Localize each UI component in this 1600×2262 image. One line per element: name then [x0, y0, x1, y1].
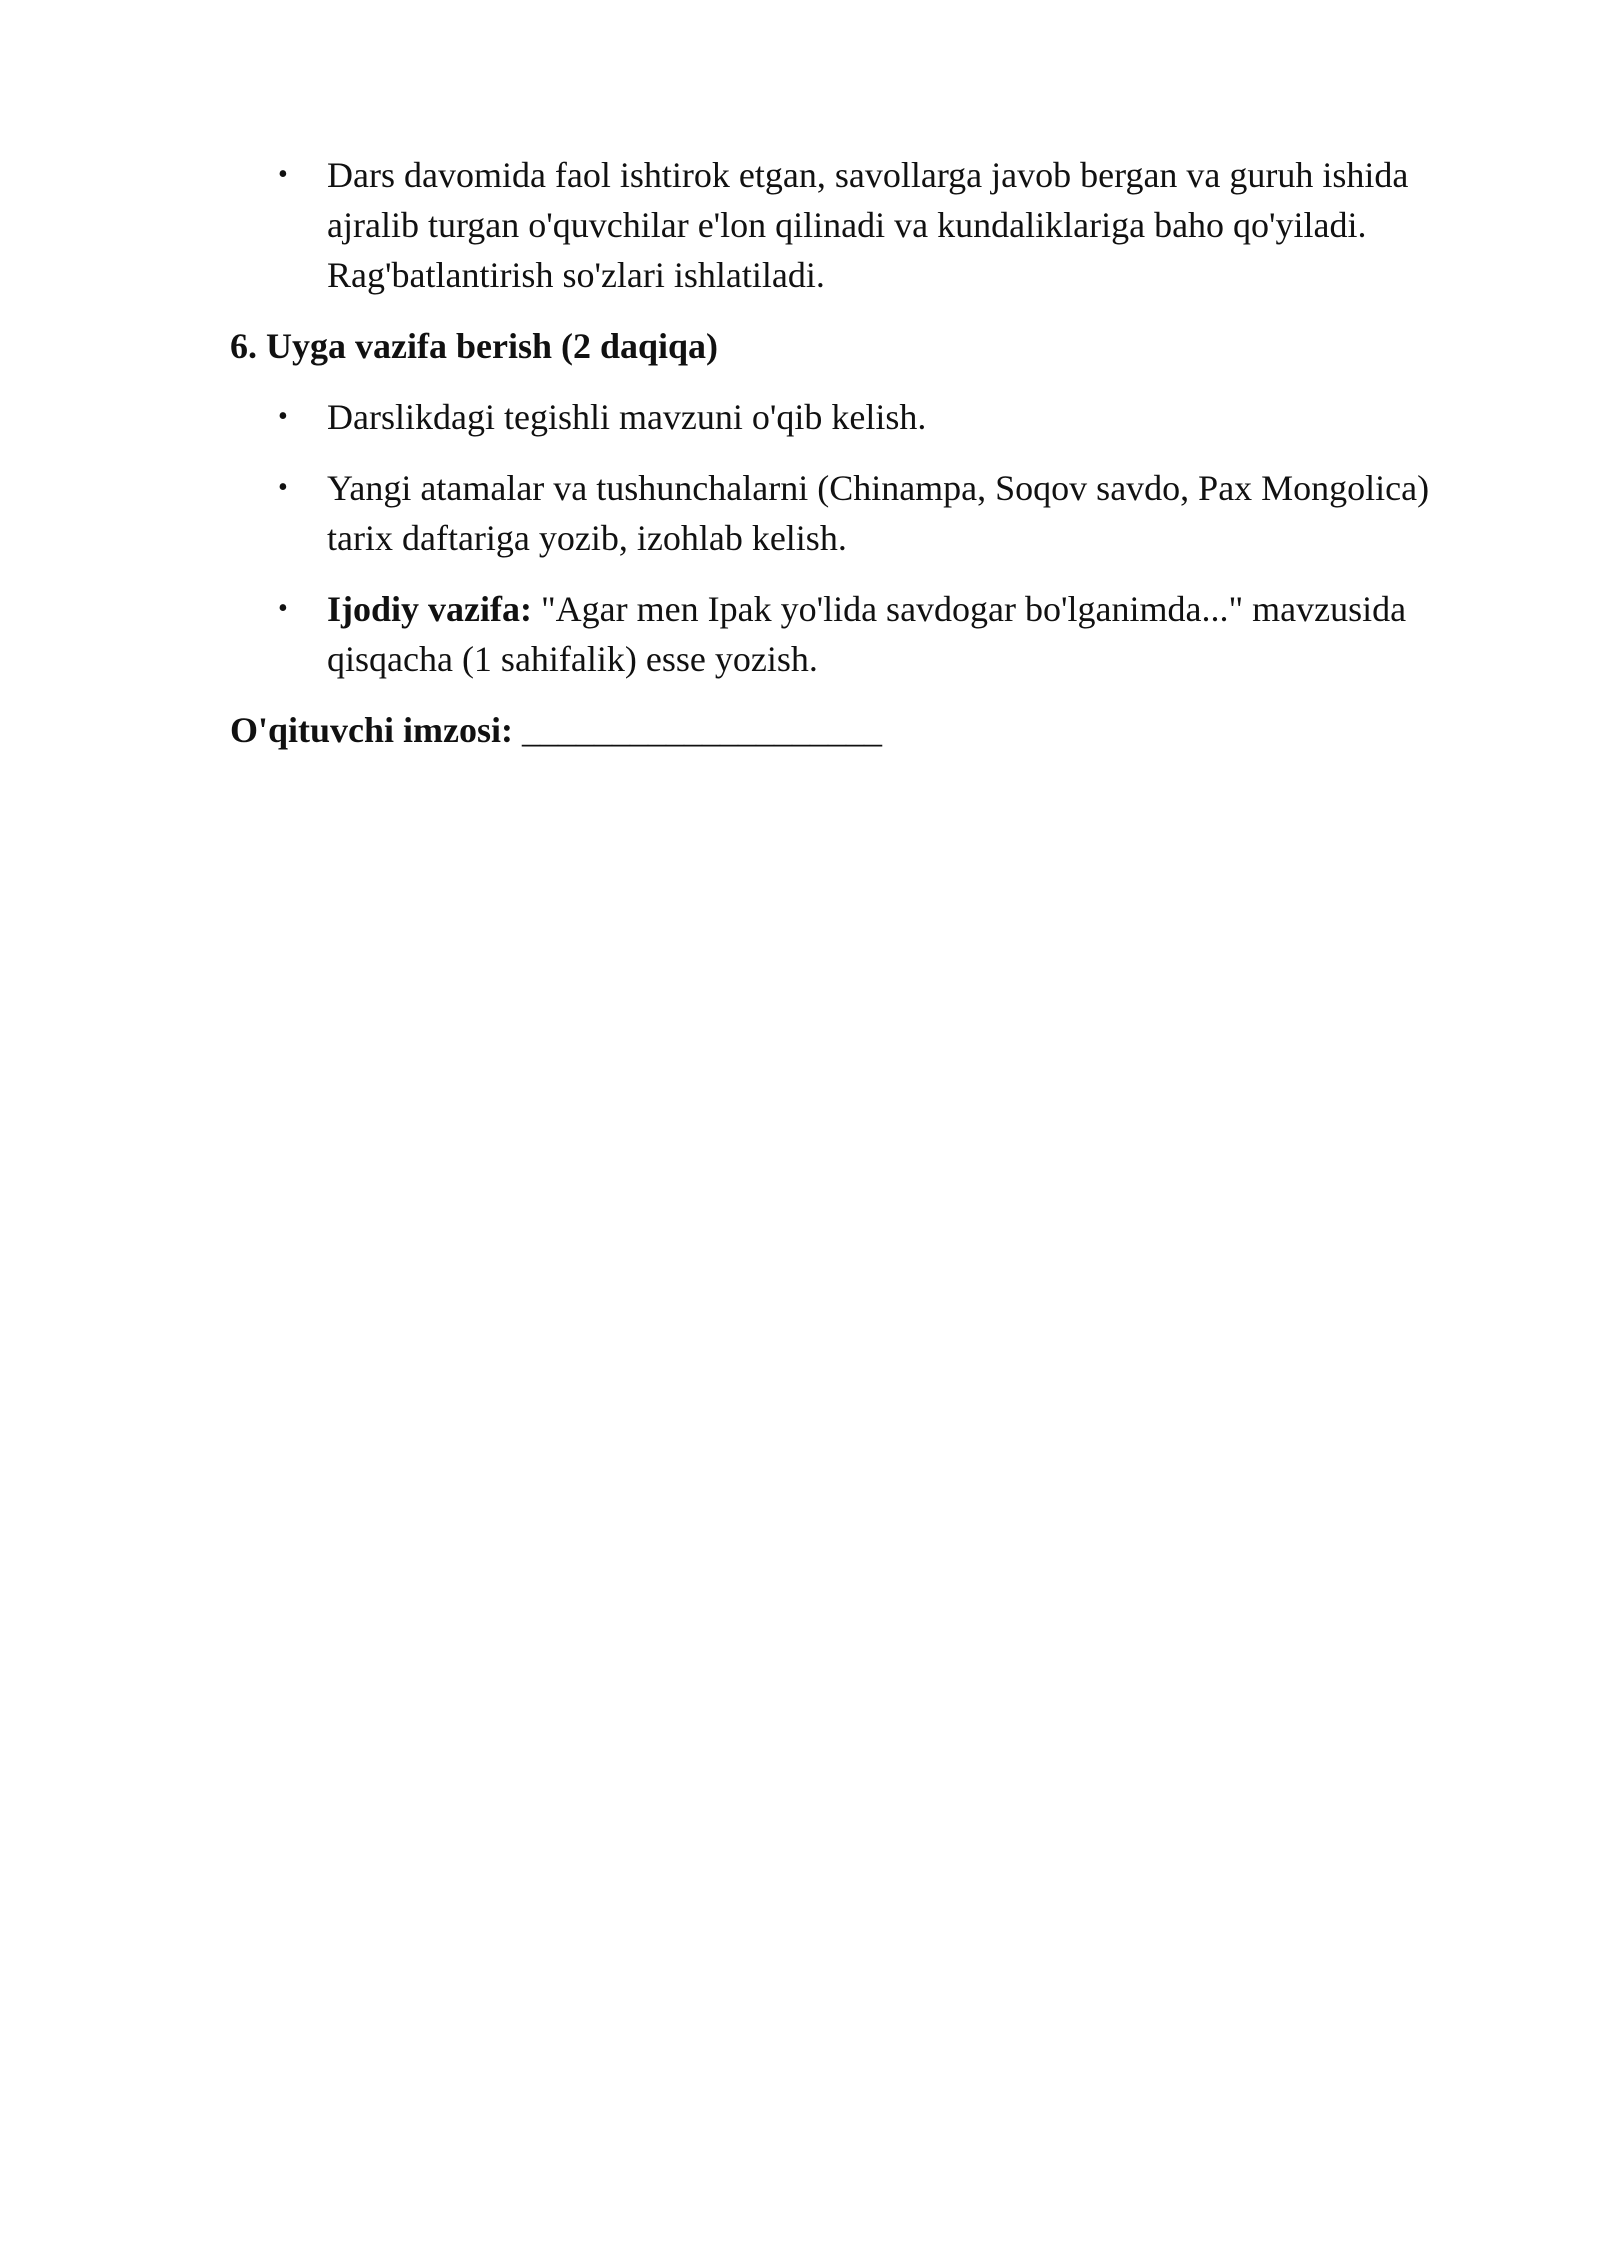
signature-label: O'qituvchi imzosi:: [230, 710, 514, 750]
list-item-label: Ijodiy vazifa:: [327, 589, 532, 629]
section5-tail-list: [230, 150, 1500, 300]
bullet-icon: •: [278, 159, 288, 190]
signature-block: [230, 705, 1500, 755]
list-item: [230, 150, 1500, 300]
list-item-text: Yangi atamalar va tushunchalarni (Chinampa, Soqov savdo, Pax Mongolica) tarix daftariga yozib, izohlab kelish.: [327, 468, 1430, 558]
list-item: [230, 392, 1500, 442]
signature-line: ____________________: [513, 710, 883, 750]
list-item: [230, 584, 1500, 684]
homework-list: [230, 392, 1500, 684]
bullet-icon: •: [278, 401, 288, 432]
bullet-icon: •: [278, 472, 288, 503]
list-item: [230, 463, 1500, 563]
list-item-text: Darslikdagi tegishli mavzuni o'qib kelish.: [327, 397, 927, 437]
document-body: [230, 150, 1500, 755]
bullet-icon: •: [278, 593, 288, 624]
list-item-text: Dars davomida faol ishtirok etgan, savollarga javob bergan va guruh ishida ajralib turgan o'quvchilar e'lon qilinadi va kundaliklariga baho qo'yiladi. Rag'batlantirish so'zlari ishlatiladi.: [327, 155, 1409, 295]
section-heading: 6. Uyga vazifa berish (2 daqiqa): [230, 326, 719, 366]
list-item-text: "Agar men Ipak yo'lida savdogar bo'lganimda..." mavzusida qisqacha (1 sahifalik) esse yozish.: [327, 589, 1407, 679]
